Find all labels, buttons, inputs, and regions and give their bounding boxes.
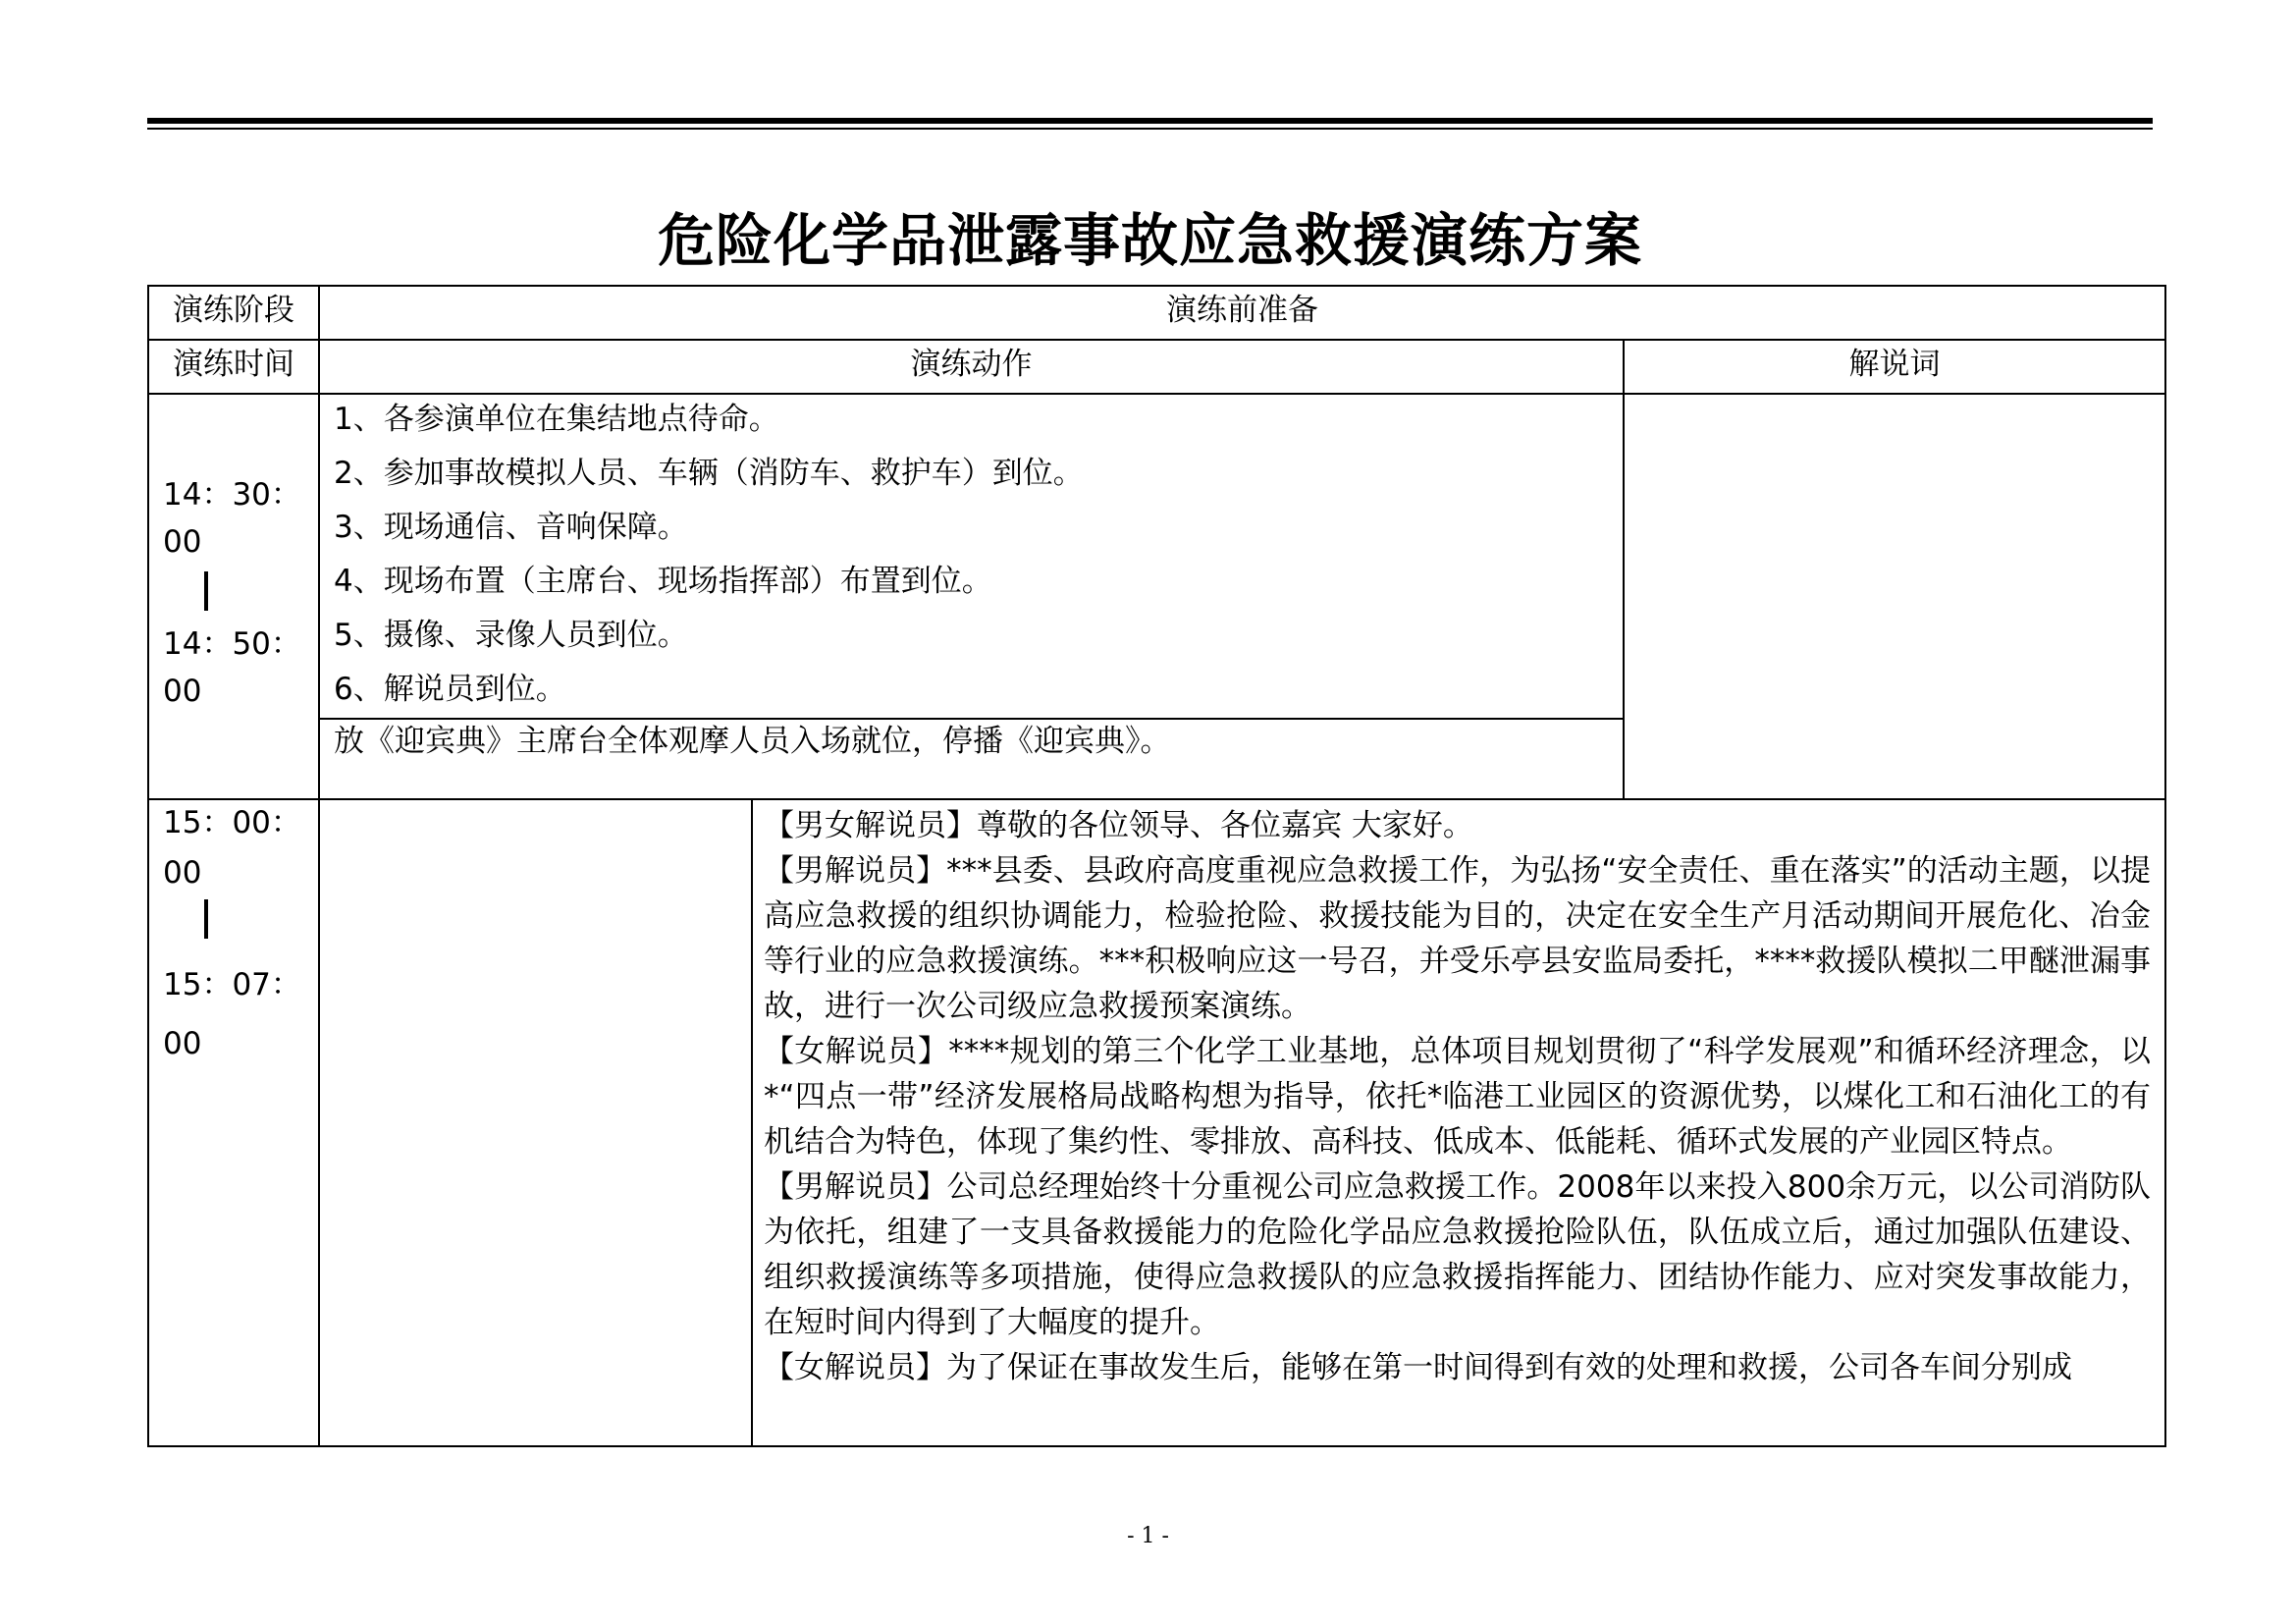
time-range-separator [204,571,208,611]
list-item: 4、现场布置（主席台、现场指挥部）布置到位。 [334,564,992,599]
header-rule-thin [147,128,2153,130]
page-number: - 1 - [1127,1524,1169,1548]
row1-action-list [334,393,1084,717]
commentary-paragraph: 【女解说员】为了保证在事故发生后，能够在第一时间得到有效的处理和救援，公司各车间分别成 [764,1350,2072,1385]
commentary-paragraph: 【女解说员】****规划的第三个化学工业基地，总体项目规划贯彻了“科学发展观”和循环经济理念，以*“四点一带”经济发展格局战略构想为指导，依托*临港工业园区的资源优势，以煤化工和石油化工的有机结合为特色，体现了集约性、零排放、高科技、低成本、低能耗、循环式发展的产业园区特点。 [764,1034,2151,1160]
page-title: 危险化学品泄露事故应急救援演练方案 [657,207,1642,274]
header-rule-thick [147,118,2153,124]
list-item: 5、摄像、录像人员到位。 [334,618,688,653]
row1-extra-action: 放《迎宾典》主席台全体观摩人员入场就位，停播《迎宾典》。 [334,724,1171,759]
list-item: 1、各参演单位在集结地点待命。 [334,402,779,437]
time-range-separator [204,899,208,939]
commentary-paragraph: 【男解说员】***县委、县政府高度重视应急救援工作，为弘扬“安全责任、重在落实”的活动主题，以提高应急救援的组织协调能力，检验抢险、救援技能为目的，决定在安全生产月活动期间开展危化、冶金等行业的应急救援演练。***积极响应这一号召，并受乐亭县安监局委托，****救援队模拟二甲醚泄漏事故，进行一次公司级应急救援预案演练。 [764,853,2151,1024]
commentary-paragraph: 【男解说员】公司总经理始终十分重视公司应急救援工作。2008年以来投入800余万元，以公司消防队为依托，组建了一支具备救援能力的危险化学品应急救援抢险队伍，队伍成立后，通过加强队伍建设、组织救援演练等多项措施，使得应急救援队的应急救援指挥能力、团结协作能力、应对突发事故能力，在短时间内得到了大幅度的提升。 [764,1169,2151,1340]
stage-value: 演练前准备 [1166,293,1318,328]
commentary-column-header: 解说词 [1848,347,1941,382]
action-column-header: 演练动作 [910,347,1033,382]
time-column-header: 演练时间 [173,347,294,382]
list-item: 6、解说员到位。 [334,672,566,707]
stage-label: 演练阶段 [173,293,294,328]
commentary-paragraph: 【男女解说员】尊敬的各位领导、各位嘉宾 大家好。 [764,808,1473,843]
list-item: 3、现场通信、音响保障。 [334,510,688,545]
row2-commentary [764,803,2151,1443]
list-item: 2、参加事故模拟人员、车辆（消防车、救护车）到位。 [334,456,1084,491]
